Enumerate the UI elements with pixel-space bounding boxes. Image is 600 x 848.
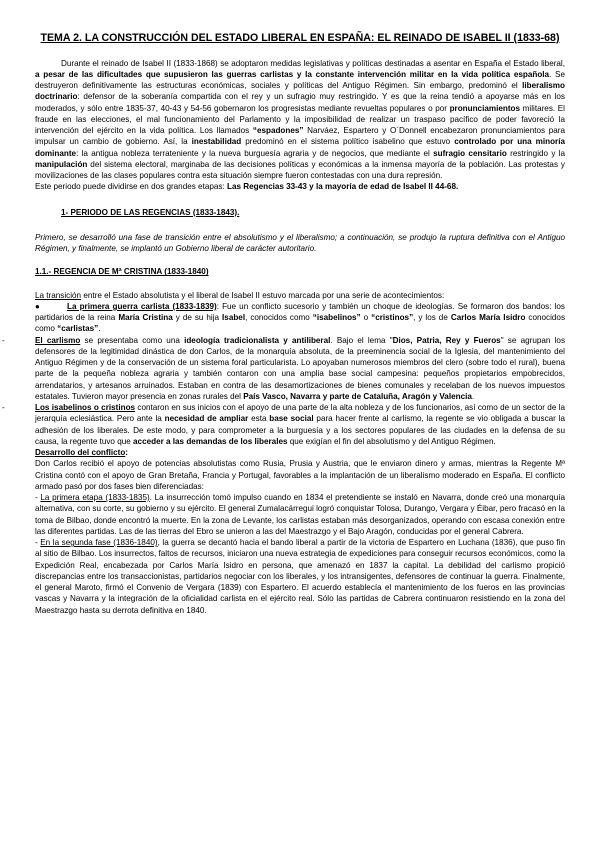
page-title: TEMA 2. LA CONSTRUCCIÓN DEL ESTADO LIBERAL EN ESPAÑA: EL REINADO DE ISABEL II (1833-68) xyxy=(40,32,560,44)
primera-etapa-paragraph: - La primera etapa (1833-1835). La insurrección tomó impulso cuando en 1834 el pretendiente se instaló en Navarra, donde creó una monarquía alternativa, con su corte, su gobierno y su ejército. El general Zumalacárregui logró conquistar Tolosa, Durango, Vergara y Éibar, pero fracasó en la toma de Bilbao, donde encontró la muerte. En la zona de Levante, los carlistas estaban más desorganizados, operando con escasa conexión entre las diferentes partidas. Las de las tierras del Ebro se unieron a las del Maestrazgo y el Bajo Aragón, conducidas por el general Cabrera. xyxy=(35,493,565,536)
isabelinos-item: - Los isabelinos o cristinos contaron en sus inicios con el apoyo de una parte de la alta nobleza y de los funcionarios, así como de un sector de la jerarquía eclesiástica. Pero ante la necesidad de ampliar esta base social para hacer frente al carlismo, la regente se vio obligada a buscar la adhesión de los liberales. De este modo, y para comprometer a la burguesía y a los sectores populares de las ciudades en la defensa de su causa, la regente tuvo que acceder a las demandas de los liberales que exigían el fin del absolutismo y del Antiguo Régimen. xyxy=(2,403,566,446)
intro-paragraph: Durante el reinado de Isabel II (1833-1868) se adoptaron medidas legislativas y políticas destinadas a asentar en España el Estado liberal, a pesar de las dificultades que supusieron las guerras carlistas y la constante intervención militar en la vida política española. Se destruyeron definitivamente las estructuras económicas, sociales y políticas del Antiguo Régimen. Sin embargo, predominó el liberalismo doctrinario: defensor de la soberanía compartida con el rey y un sufragio muy restringido. Y es que la reina tendió a apoyarse más en los moderados, y sólo entre 1835-37, 40-43 y 54-56 gobernaron los progresistas mediante revueltas populares o por pronunciamientos militares. El fraude en las elecciones, el mal funcionamiento del Parlamento y la imposibilidad de realizar un traspaso pacífico de poder favoreció la intervención del ejército en la vida política. Los llamados “espadones” Narváez, Espartero y O´Donnell encabezaron pronunciamientos para impulsar un cambio de gobierno. Así, la inestabilidad predominó en el sistema político isabelino que estuvo controlado por una minoría dominante: la antigua nobleza terrateniente y la nueva burguesía agraria y de negocios, que mediante el sufragio censitario restringido y la manipulación del sistema electoral, marginaba de las decisiones políticas y económicas a la inmensa mayoría de la población. Las protestas y movilizaciones de las clases populares contra esta situación siempre fueron contestadas con una dura represión. xyxy=(35,58,566,181)
transicion-paragraph: La transición entre el Estado absolutista y el liberal de Isabel II estuvo marcada por una serie de acontecimientos: xyxy=(35,290,445,300)
dash-marker: - xyxy=(2,335,5,345)
subsection-heading-regencia: 1.1.- REGENCIA DE Mª CRISTINA (1833-1840) xyxy=(35,267,209,277)
dash-marker: - xyxy=(2,403,5,413)
segunda-fase-paragraph: - En la segunda fase (1836-1840), la guerra se decantó hacia el bando liberal a partir de la victoria de Espartero en Luchana (1836), que puso fin al sitio de Bilbao. Los insurrectos, faltos de recursos, iniciaron una nueva estrategia de expediciones para conseguir recursos económicos, como la Expedición Real, encabezada por Carlos María Isidro en persona, que amenazó en 1837 la capital. La debilidad del carlismo propició discrepancias entre los transaccionistas, partidarios negociar con los liberales, y los intransigentes, defensores de continuar la guerra. Finalmente, el general Maroto, firmó el Convenio de Vergara (1839) con Espartero. El acuerdo establecía el mantenimiento de los fueros en las provincias vascas y Navarra y la integración de la oficialidad carlista en el ejército real. Sólo las partidas de Cabrera continuaron resistiendo en la zona del Maestrazgo hasta su derrota definitiva en 1840. xyxy=(35,538,566,615)
desarrollo-paragraph: Don Carlos recibió el apoyo de potencias absolutistas como Rusia, Prusia y Austria, que le enviaron dinero y armas, mientras la Regente Mª Cristina contó con el apoyo de Gran Bretaña, Francia y Portugal, favorables a la implantación de un liberalismo moderado en España. El conflicto armado pasó por dos fases bien diferenciadas: xyxy=(35,459,565,491)
guerra-carlista-item: ● La primera guerra carlista (1833-1839): Fue un conflicto sucesorio y también un choque de ideologías. Se formaron dos bandos: los partidarios de la reina María Cristina y de su hija Isabel, conocidos como “isabelinos” o “cristinos”, y los de Carlos María Isidro conocidos como “carlistas”. xyxy=(35,301,566,334)
carlismo-item: - El carlismo se presentaba como una ideología tradicionalista y antiliberal. Bajo el lema "Dios, Patria, Rey y Fueros" se agrupan los defensores de la legitimidad dinástica de don Carlos, de la monarquía absoluta, de la preeminencia social de la Iglesia, del mantenimiento del Antiguo Régimen y de la conservación de un sistema foral particularista. Lo apoyaban numerosos miembros del clero (sobre todo el rural), buena parte de la pequeña nobleza agraria y también contaron con una amplia base social campesina: pequeños propietarios empobrecidos, arrendatarios, y artesanos arruinados. Estaban en contra de las desamortizaciones de bienes comunales y recelaban de los nuevos impuestos estatales. Tuvieron mayor presencia en zonas rurales del País Vasco, Navarra y parte de Cataluña, Aragón y Valencia. xyxy=(2,335,566,401)
bullet-icon: ● xyxy=(35,301,40,311)
desarrollo-heading: Desarrollo del conflicto: xyxy=(35,448,129,458)
section-heading-regencias: 1- PERIODO DE LAS REGENCIAS (1833-1843). xyxy=(61,207,240,217)
periods-line: Este periodo puede dividirse en dos grandes etapas: Las Regencias 33-43 y la mayoría de edad de Isabel II 44-68. xyxy=(35,182,459,192)
italic-summary: Primero, se desarrolló una fase de transición entre el absolutismo y el liberalismo; a continuación, se produjo la ruptura definitiva con el Antiguo Régimen, y finalmente, se implantó un Gobierno liberal de carácter autoritario. xyxy=(35,232,565,254)
